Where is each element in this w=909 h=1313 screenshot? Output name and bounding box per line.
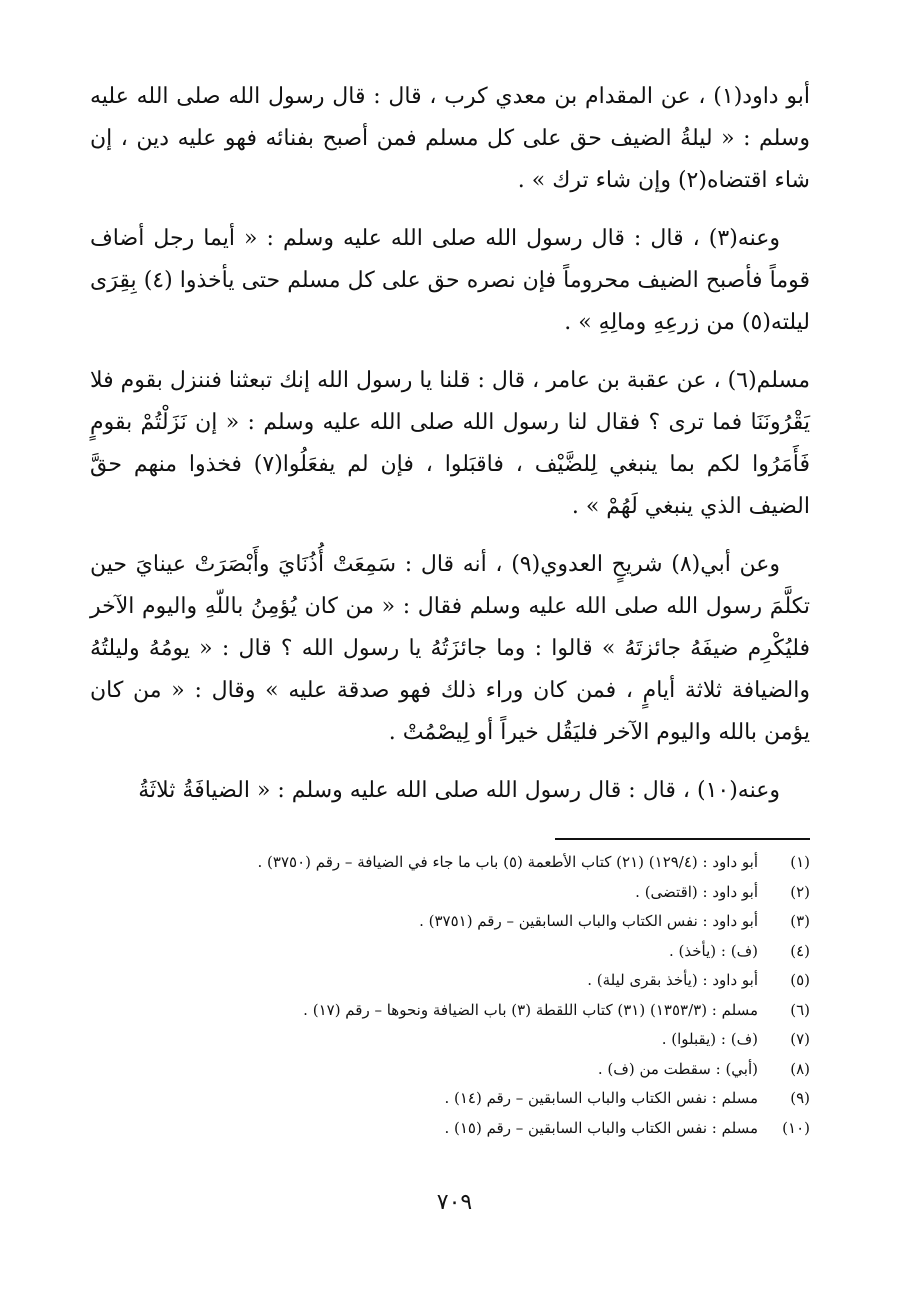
footnote-item [90, 848, 810, 878]
hadith-paragraph-2: وعنه(٣) ، قال : قال رسول الله صلى الله عليه وسلم : « أيما رجل أضاف قوماً فأصبح الضيف محروماً فإن نصره حق على كل مسلم حتى يأخذوا (٤) بِقِرَى ليلته(٥) من زرعِهِ ومالِهِ » . [90, 226, 811, 335]
footnote-text: أبو داود : نفس الكتاب والباب السابقين – رقم (٣٧٥١) . [419, 912, 758, 930]
footnotes [90, 848, 810, 1143]
hadith-paragraph-5: وعنه(١٠) ، قال : قال رسول الله صلى الله عليه وسلم : « الضيافَةُ ثلاثَةُ [138, 778, 780, 803]
footnote-item [90, 1114, 810, 1144]
footnote-text: (أبي) : سقطت من (ف) . [597, 1059, 758, 1078]
footnote-text: (ف) : (يقبلوا) . [661, 1030, 758, 1048]
footnote-item [90, 1025, 810, 1055]
hadith-paragraph-1: أبو داود(١) ، عن المقدام بن معدي كرب ، قال : قال رسول الله صلى الله عليه وسلم : « ليلةُ الضيف حق على كل مسلم فمن أصبح بفنائه فهو عليه دين ، إن شاء اقتضاه(٢) وإن شاء ترك » . [90, 84, 810, 193]
hadith-paragraph-3: مسلم(٦) ، عن عقبة بن عامر ، قال : قلنا يا رسول الله إنك تبعثنا فننزل بقوم فلا يَقْرُونَنَا فما ترى ؟ فقال لنا رسول الله صلى الله عليه وسلم : « إن نَزَلْتُمْ بقومٍ فَأَمَرُوا لكم بما ينبغي لِلضَّيْف ، فاقبَلوا ، فإن لم يفعَلُوا(٧) فخذوا منهم حقَّ الضيف الذي ينبغي لَهُمْ » . [90, 368, 810, 519]
footnote-text: (ف) : (يأخذ) . [669, 941, 758, 960]
footnote-text: أبو داود : (اقتضى) . [635, 882, 758, 901]
footnote-number: (٦) [790, 1000, 810, 1019]
footnote-number: (٣) [790, 912, 810, 930]
page-number: ٧٠٩ [436, 1190, 473, 1215]
footnote-number: (٥) [790, 971, 810, 989]
footnote-item [90, 1055, 810, 1085]
footnote-item [90, 966, 810, 996]
footnote-text: مسلم : نفس الكتاب والباب السابقين – رقم (١٥) . [444, 1118, 758, 1137]
main-text-body [90, 76, 810, 828]
footnote-text: مسلم : نفس الكتاب والباب السابقين – رقم (١٤) . [444, 1089, 758, 1107]
footnote-item [90, 937, 810, 967]
footnote-item [90, 996, 810, 1026]
footnote-number: (٨) [790, 1059, 810, 1078]
footnote-number: (٩) [790, 1089, 810, 1107]
footnote-number: (١٠) [782, 1118, 810, 1137]
footnote-item [90, 907, 810, 937]
footnote-item [90, 878, 810, 908]
footnote-number: (٤) [790, 941, 810, 960]
footnote-text: أبو داود : (١٢٩/٤) (٢١) كتاب الأطعمة (٥) باب ما جاء في الضيافة – رقم (٣٧٥٠) . [257, 853, 758, 871]
footnote-item [90, 1084, 810, 1114]
hadith-paragraph-4: وعن أبي(٨) شريحٍ العدوي(٩) ، أنه قال : سَمِعَتْ أُذُنَايَ وأَبْصَرَتْ عينايَ حين تكلَّمَ رسول الله صلى الله عليه وسلم فقال : « من كان يُؤمِنُ باللّهِ واليوم الآخر فليُكْرِم ضيفَهُ جائزتَهُ » قالوا : وما جائزَتُهُ يا رسول الله ؟ قال : « يومُهُ وليلتُهُ والضيافة ثلاثة أيامٍ ، فمن كان وراء ذلك فهو صدقة عليه » وقال : « من كان يؤمن بالله واليوم الآخر فليَقُل خيراً أو لِيصْمُتْ . [90, 552, 810, 745]
footnote-number: (١) [790, 853, 810, 871]
footnote-text: أبو داود : (يأخذ بقرى ليلة) . [587, 971, 758, 989]
footnote-number: (٧) [790, 1030, 810, 1048]
footnote-number: (٢) [790, 882, 810, 901]
footnote-text: مسلم : (١٣٥٣/٣) (٣١) كتاب اللقطة (٣) باب الضيافة ونحوها – رقم (١٧) . [303, 1000, 758, 1019]
footnote-separator [555, 838, 810, 840]
